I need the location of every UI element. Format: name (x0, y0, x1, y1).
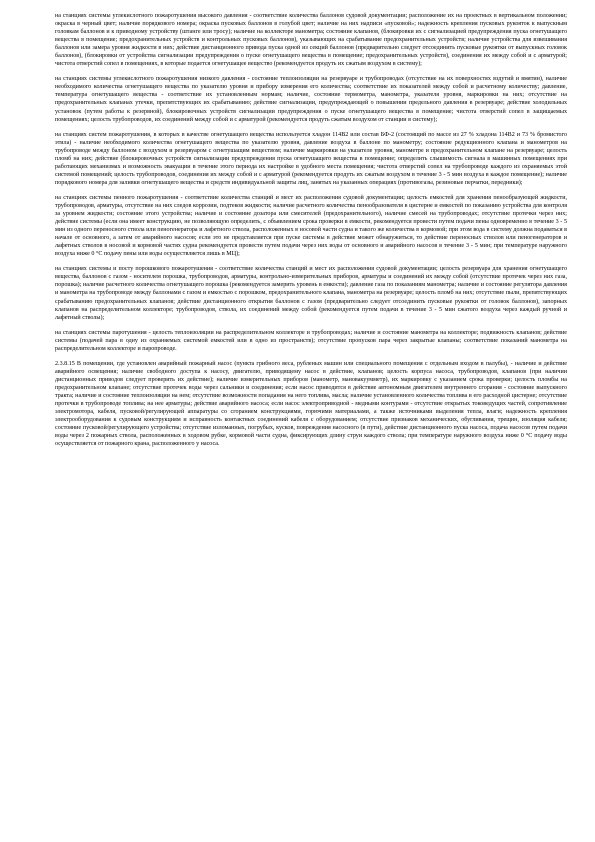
paragraph-emergency-pump: 2.3.8.15 В помещении, где установлен аварийный пожарный насос (пункта грибного веса, рубленых машин или специального помещения с отдельным входом в палубы), - наличие и действие аварийного освещения; наличие свободного доступа к насосу, двигателю, приводящему насос в действие, клапанов; целость корпуса насоса, трубопроводов, клапанов (при наличии дистанционных приводов следует проверить их действие); наличие измерительных приборов (манометр, мановакуумметр), их маркировку с указанием срока проверки; целость пломбы на предохранительном клапане; отсутствие протечек воды через сальники и соединения; если насос приводится в действие автономным двигателем внутреннего сгорания - состояние выпускного тракта; наличие и состояние теплоизоляции на нем; отсутствие возможности попадания на него топлива, масла; наличие установленного количества топлива в его расходной цистерне; отсутствие протечки в трубопроводе топлива; на нее арматуры; действие аварийного насоса; если насос электроприводной - медными контурами - отсутствие открытых токоведущих частей, сопротивление электромотора, кабеля, пусковой/регулирующей аппаратуры со сгоранием конструкциями, горючими материалами, а также источниками выделения тепла, влаги; надежность крепления электрооборудования к судовым конструкциям и исправность контактных соединений кабеля с оборудованием; отсутствие признаков механических, обугливания, трещин, изоляция кабеля; состояние пусковой/регулирующего устройства; отсутствие изломанных, погрубых, кусков, повреждения насосного (в пути), действие дистанционного пуска насоса, подача насосов путем подачи воды через 2 пожарных ствола, расположенных в ходовом рубке, кормовой части судна, фиксирующих длину струи каждого ствола; при температуре наружного воздуха ниже 0 °С подачу воды осуществляется от пожарного крана, расположенного у насоса. (55, 360, 567, 448)
paragraph-steam-system: на станциях системы паротушения - целость теплоизоляции на распределительном коллекторе и трубопроводах; наличие и состояние манометра на коллекторе; подвижность клапанов; действие системы (подачей пара в одну из охраняемых системой емкостей или в одно из пространств); отсутствие пропусков пара через закрытые клапаны; соответствие показаний манометра на распределительном коллекторе и паропроводе. (55, 329, 567, 352)
paragraph-foam-system: на станциях системы пенного пожаротушения - соответствие количества станций и мест их расположения судовой документации; целость емкостей для хранения пенообразующей жидкости, трубопроводов, арматуры, отсутствие на них следов коррозии, подтеков жидкости; наличие расчетного количества пенообразователя в цистерне и емкостей по показанию устройства для контроля за уровнем жидкости; состояние этого устройства; наличие и состояние дозатора или смесителей (предохранительного), наличие смесей на трубопроводах; отсутствие протечки через них; действие системы (если она имеет конструкцию, не позволяющую определить, с объявлением срока проверки в емкости, рекомендуется провести путем подачи пены одновременно в течение 3 - 5 мин из одного переносного ствола или пеногенератора и лафетного ствола, расположенных в носовой части судна и такого же количества в кормовой; при этом вода в систему должна подаваться в начале от основного, а затем от аварийного насосов; если это не представляется при пуске системы в действие может обнаружиться, то действие переносных стволов или пеногенераторов и лафетных стволов в носовой и кормовой частях судна рекомендуется провести путем подачи через них воды от основного и аварийного насосов в течение 3 - 5 мин; при температуре наружного воздуха ниже 0 °С подачу пены или воды осуществляется лишь в МЦ); (55, 194, 567, 258)
paragraph-halon-system: на станциях систем пожаротушения, в которых в качестве огнетушащего вещества используется хладон 114В2 или состав БФ-2 (состоящий по массе из 27 % хладона 114В2 и 73 % бромистого этила) - наличие необходимого количества огнетушащего вещества по указателю уровня, давление воздуха в баллоне по манометру; состояние редукционного клапана и манометров на трубопроводе между баллоном с воздухом и резервуаром с огнетушащим веществом; наличие маркировки на указателе уровня, манометре и предохранительном клапане на резервуаре; целость пломб на них; действие (блокировочных устройств сигнализации предупреждения пуска огнетушащего вещества в помещение; определить слышимость сигнала в машинных помещениях при работающих механизмах и возможность эвакуации в течение этого периода их настройке в удобного места помещения; чистота отверстий сопел на трубопроводе каждого из охраняемых этой системой помещений; целость трубопроводов, соединения их между собой и с арматурой (рекомендуется продуть их сжатым воздухом в течение 3 - 5 мин воздуха в каждое помещение); наличие порядкового номера для заливки огнетушащего вещества и средств индивидуальной защиты лиц, занятых на указанных операциях (противогазы, резиновые перчатки, передники); (55, 131, 567, 186)
paragraph-co2-low-pressure: на станциях системы углекислотного пожаротушения низкого давления - состояние теплоизоляции на резервуаре и трубопроводах (отсутствие на их поверхностях вздутий и вмятин), наличие необходимого количества огнетушащего вещества по указателю уровня и прибору измерения его количества; соответствие их показателей между собой и расчетному количеству; давление, температура огнетушащего вещества - соответствие их установленным нормам; наличие, состояние термометра, манометра, указателя уровня, маркировки на них; отсутствие на предохранительных клапанах утечки, препятствующих их срабатыванию; действие сигнализации, предупреждающей о повышении предельного давления в резервуаре; действие холодильных установок (путем работы к резервной), блокировочных устройств сигнализации предупреждения о пуске огнетушащего вещества в помещение; чистота отверстий сопел в защищаемых помещениях; целость трубопроводов, их соединений между собой и с арматурой (рекомендуется продуть сжатым воздухом от станции в систему); (55, 76, 567, 123)
paragraph-co2-high-pressure: на станциях системы углекислотного пожаротушения высокого давления - соответствие количества баллонов судовой документации; расположение их на проектных в вертикальном положении; окраска в черный цвет; наличие порядкового номера; окраска пусковых баллонов в голубой цвет; наличие на них надписи «пусковой»; надежность крепления пусковых рукояток к выпускным головкам баллонов и к приводному устройству (штанге или тросу); наличие на коллекторе манометра; состояние клапанов, (блокировки их с сигнализацией предупреждения пуска огнетушащего вещества в помещение; предохранительных устройств и контрольных пусковых баллонов), указывающих на срабатывание предохранительных устройств; наличие устройства для взвешивания баллонов или замера уровня жидкости в них; действие дистанционного привода пуска одной из секций баллонов (предварительно следует отсоединить пусковые рукоятки от выпускных головок баллонов), (блокировки от устройства сигнализации предупреждения о пуске огнетушащего вещества в помещение; предохранительных устройств), соединения их между собой и с арматурой; чистота отверстий сопел в помещениях, в которые подается огнетушащее вещество (рекомендуется продуть их сжатым воздухом в систему); (55, 13, 567, 68)
paragraph-powder-system: на станциях системы и посту порошкового пожаротушения - соответствие количества станций и мест их расположения судовой документации; целость резервуара для хранения огнетушащего вещества, баллонов с газом - носителем порошка, трубопроводов, арматуры, контрольно-измерительных приборов, арматуры и соединений их между собой (отсутствие протечек через них газа, порошка); наличие расчетного количества огнетушащего порошка (рекомендуется замерить уровень в емкости); давление газа по показаниям манометра; наличие и состояние регулятора давления и манометра на трубопроводе между баллонами с газом и емкостью с порошком, предохранительного клапана, манометра на резервуаре; целость пломб на них; отсутствие пыли, препятствующих срабатыванию предохранительных клапанов; действие дистанционного открытия баллонов с газом (предварительно следует отсоединить пусковые рукоятки от головок баллонов), запорных клапанов на распределительном коллекторе; трубопроводов, ствола, их соединений между собой (рекомендуется путем подачи в течение 3 - 5 мин сжатого воздуха через каждый ручной и лафетный стволы); (55, 266, 567, 321)
